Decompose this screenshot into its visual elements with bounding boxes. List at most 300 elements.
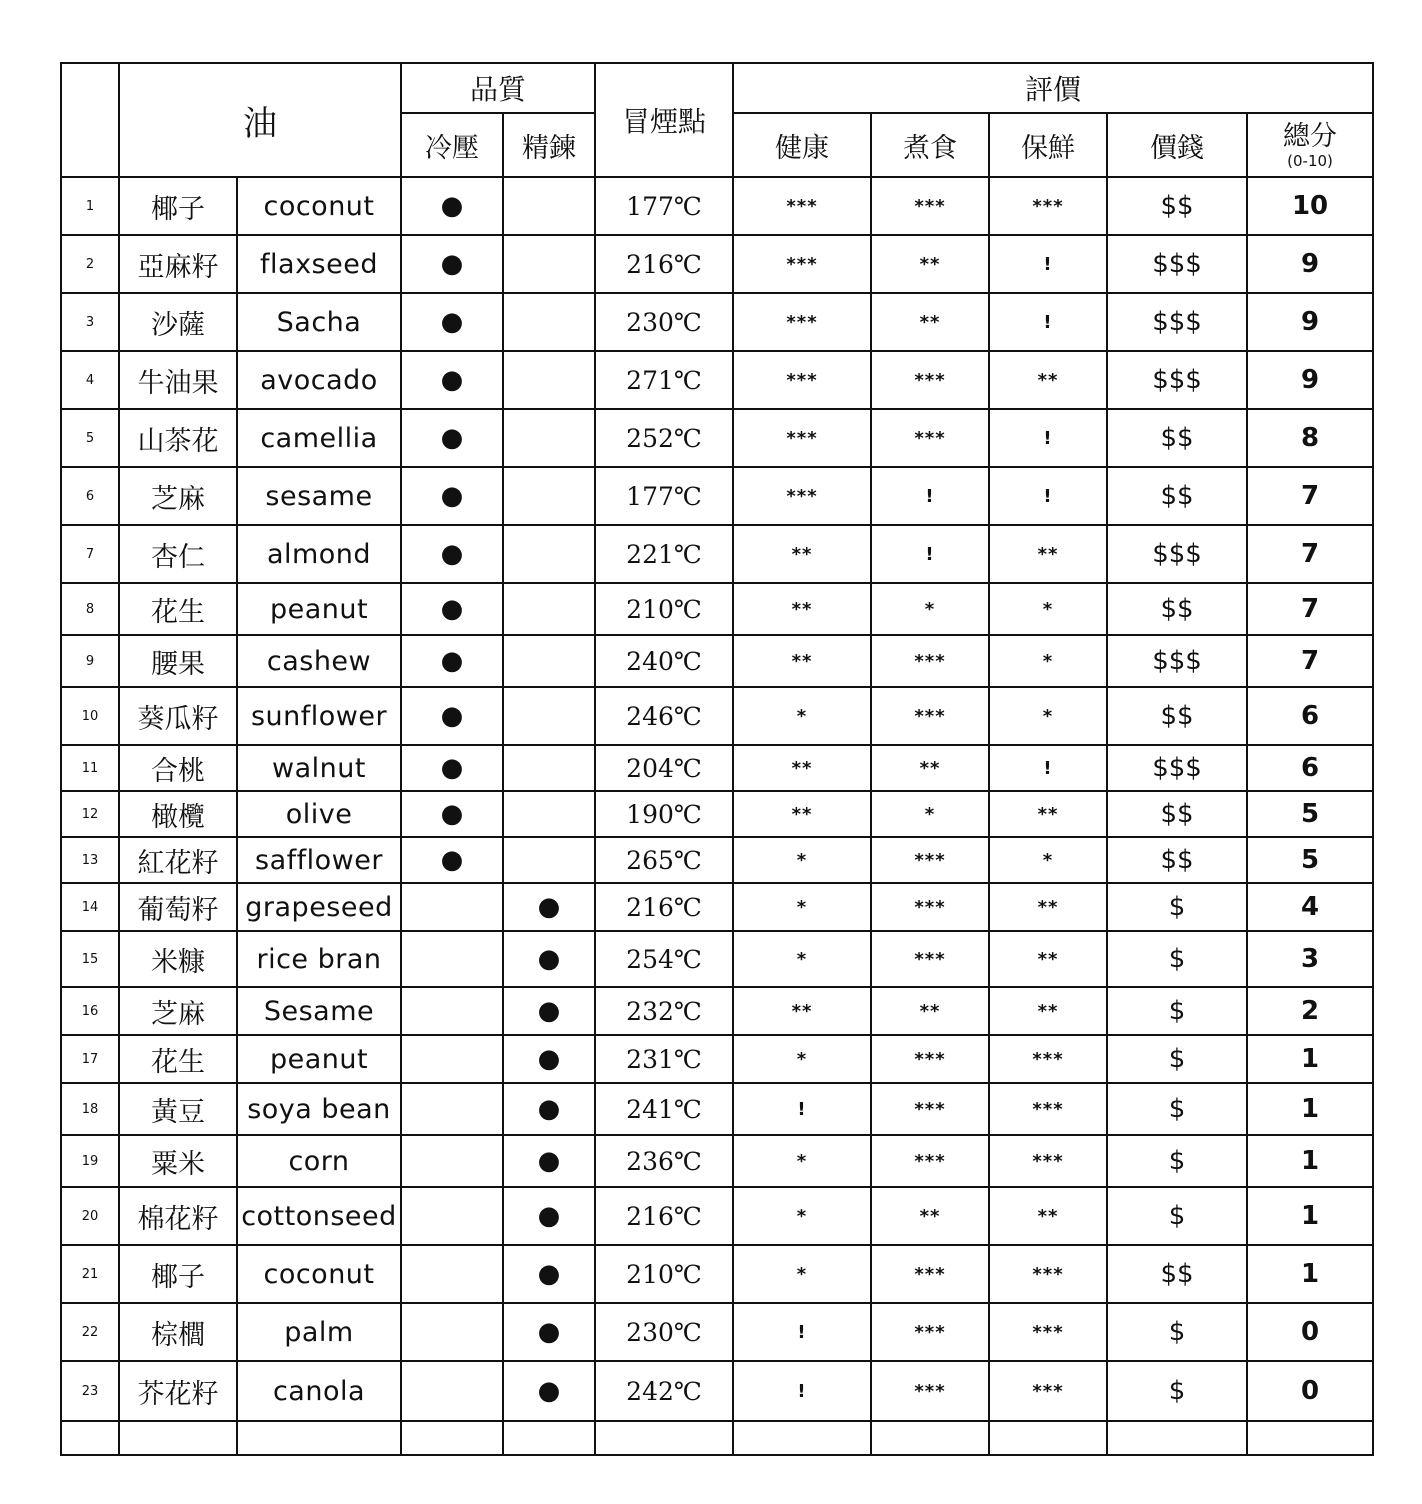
- oil-name-en: sunflower: [237, 687, 401, 745]
- cold-pressed-marker: [401, 1035, 503, 1083]
- table-header: [61, 63, 1373, 177]
- row-index: 15: [61, 931, 119, 987]
- smoke-point: 231℃: [595, 1035, 733, 1083]
- health-rating: **: [733, 525, 871, 583]
- header-cold-pressed: 冷壓: [401, 113, 503, 177]
- cooking-rating: ***: [871, 687, 989, 745]
- cold-pressed-marker: [401, 1187, 503, 1245]
- health-rating: *: [733, 931, 871, 987]
- cooking-rating: **: [871, 293, 989, 351]
- health-rating: *: [733, 837, 871, 883]
- smoke-point: 271℃: [595, 351, 733, 409]
- price-rating: $: [1107, 1135, 1247, 1187]
- price-rating: $: [1107, 1361, 1247, 1421]
- total-score: 1: [1247, 1245, 1373, 1303]
- health-rating: ***: [733, 293, 871, 351]
- oil-name-zh: 杏仁: [119, 525, 237, 583]
- oil-name-en: avocado: [237, 351, 401, 409]
- oil-name-zh: 棕櫚: [119, 1303, 237, 1361]
- price-rating: $: [1107, 1035, 1247, 1083]
- smoke-point: 236℃: [595, 1135, 733, 1187]
- table-row: [61, 467, 1373, 525]
- preservation-rating: !: [989, 467, 1107, 525]
- price-rating: $: [1107, 1083, 1247, 1135]
- health-rating: *: [733, 1035, 871, 1083]
- oil-name-zh: 葡萄籽: [119, 883, 237, 931]
- smoke-point: 230℃: [595, 293, 733, 351]
- smoke-point: 265℃: [595, 837, 733, 883]
- empty-cell: [871, 1421, 989, 1455]
- row-index: 17: [61, 1035, 119, 1083]
- row-index: 16: [61, 987, 119, 1035]
- health-rating: *: [733, 883, 871, 931]
- oil-name-en: palm: [237, 1303, 401, 1361]
- row-index: 9: [61, 635, 119, 687]
- smoke-point: 254℃: [595, 931, 733, 987]
- oil-name-en: safflower: [237, 837, 401, 883]
- empty-cell: [733, 1421, 871, 1455]
- cooking-rating: *: [871, 583, 989, 635]
- total-score: 7: [1247, 467, 1373, 525]
- smoke-point: 242℃: [595, 1361, 733, 1421]
- refined-marker: [503, 687, 595, 745]
- price-rating: $$: [1107, 177, 1247, 235]
- smoke-point: 246℃: [595, 687, 733, 745]
- preservation-rating: *: [989, 687, 1107, 745]
- health-rating: !: [733, 1303, 871, 1361]
- cooking-rating: ***: [871, 1035, 989, 1083]
- smoke-point: 221℃: [595, 525, 733, 583]
- refined-marker: ●: [503, 1303, 595, 1361]
- row-index: 19: [61, 1135, 119, 1187]
- price-rating: $$: [1107, 583, 1247, 635]
- price-rating: $$$: [1107, 525, 1247, 583]
- row-index: 18: [61, 1083, 119, 1135]
- cooking-rating: ***: [871, 1083, 989, 1135]
- smoke-point: 177℃: [595, 177, 733, 235]
- row-index: 21: [61, 1245, 119, 1303]
- price-rating: $$$: [1107, 745, 1247, 791]
- header-price: 價錢: [1107, 113, 1247, 177]
- oil-name-zh: 腰果: [119, 635, 237, 687]
- oil-name-zh: 花生: [119, 1035, 237, 1083]
- oil-name-en: sesame: [237, 467, 401, 525]
- row-index: 7: [61, 525, 119, 583]
- preservation-rating: **: [989, 791, 1107, 837]
- price-rating: $$: [1107, 791, 1247, 837]
- oil-name-zh: 葵瓜籽: [119, 687, 237, 745]
- preservation-rating: ***: [989, 1245, 1107, 1303]
- smoke-point: 216℃: [595, 1187, 733, 1245]
- refined-marker: ●: [503, 1361, 595, 1421]
- health-rating: **: [733, 583, 871, 635]
- refined-marker: ●: [503, 1245, 595, 1303]
- health-rating: ***: [733, 409, 871, 467]
- smoke-point: 204℃: [595, 745, 733, 791]
- empty-cell: [989, 1421, 1107, 1455]
- total-score: 9: [1247, 293, 1373, 351]
- row-index: 11: [61, 745, 119, 791]
- preservation-rating: ***: [989, 1361, 1107, 1421]
- total-score: 1: [1247, 1035, 1373, 1083]
- health-rating: **: [733, 745, 871, 791]
- oil-name-en: peanut: [237, 583, 401, 635]
- table-row: [61, 583, 1373, 635]
- smoke-point: 252℃: [595, 409, 733, 467]
- oil-name-en: flaxseed: [237, 235, 401, 293]
- table-row: [61, 1303, 1373, 1361]
- oil-name-en: olive: [237, 791, 401, 837]
- refined-marker: [503, 745, 595, 791]
- oil-name-en: walnut: [237, 745, 401, 791]
- total-score: 5: [1247, 791, 1373, 837]
- preservation-rating: !: [989, 745, 1107, 791]
- oil-name-en: peanut: [237, 1035, 401, 1083]
- refined-marker: [503, 837, 595, 883]
- header-total-score: [1247, 113, 1373, 177]
- cooking-rating: **: [871, 235, 989, 293]
- preservation-rating: *: [989, 635, 1107, 687]
- preservation-rating: ***: [989, 1303, 1107, 1361]
- table-row: [61, 987, 1373, 1035]
- smoke-point: 190℃: [595, 791, 733, 837]
- row-index: 2: [61, 235, 119, 293]
- price-rating: $$: [1107, 687, 1247, 745]
- cooking-rating: !: [871, 467, 989, 525]
- health-rating: *: [733, 1135, 871, 1187]
- cooking-rating: ***: [871, 883, 989, 931]
- header-quality: 品質: [401, 63, 595, 113]
- row-index: 1: [61, 177, 119, 235]
- oil-name-zh: 芥花籽: [119, 1361, 237, 1421]
- cooking-rating: *: [871, 791, 989, 837]
- cooking-rating: ***: [871, 351, 989, 409]
- oil-name-en: rice bran: [237, 931, 401, 987]
- row-index: 6: [61, 467, 119, 525]
- refined-marker: ●: [503, 1135, 595, 1187]
- price-rating: $$$: [1107, 293, 1247, 351]
- table-row: [61, 177, 1373, 235]
- health-rating: *: [733, 1187, 871, 1245]
- cooking-rating: ***: [871, 1135, 989, 1187]
- empty-cell: [61, 1421, 119, 1455]
- header-evaluation: 評價: [733, 63, 1373, 113]
- empty-cell: [1247, 1421, 1373, 1455]
- refined-marker: ●: [503, 1035, 595, 1083]
- table-row: [61, 791, 1373, 837]
- smoke-point: 230℃: [595, 1303, 733, 1361]
- table-row: [61, 1245, 1373, 1303]
- total-score: 4: [1247, 883, 1373, 931]
- oil-name-en: corn: [237, 1135, 401, 1187]
- health-rating: ***: [733, 235, 871, 293]
- cold-pressed-marker: [401, 883, 503, 931]
- cold-pressed-marker: ●: [401, 409, 503, 467]
- table-row: [61, 235, 1373, 293]
- cold-pressed-marker: ●: [401, 525, 503, 583]
- table-row: [61, 351, 1373, 409]
- cold-pressed-marker: ●: [401, 687, 503, 745]
- refined-marker: [503, 409, 595, 467]
- cold-pressed-marker: ●: [401, 837, 503, 883]
- oil-name-en: cashew: [237, 635, 401, 687]
- oil-name-en: coconut: [237, 177, 401, 235]
- price-rating: $$: [1107, 409, 1247, 467]
- price-rating: $$$: [1107, 351, 1247, 409]
- smoke-point: 216℃: [595, 883, 733, 931]
- total-score: 1: [1247, 1135, 1373, 1187]
- cold-pressed-marker: ●: [401, 635, 503, 687]
- oil-name-en: grapeseed: [237, 883, 401, 931]
- row-index: 10: [61, 687, 119, 745]
- table-body: [61, 177, 1373, 1455]
- total-score: 2: [1247, 987, 1373, 1035]
- refined-marker: ●: [503, 987, 595, 1035]
- empty-cell: [119, 1421, 237, 1455]
- total-score: 3: [1247, 931, 1373, 987]
- total-score: 9: [1247, 351, 1373, 409]
- oil-name-en: almond: [237, 525, 401, 583]
- refined-marker: [503, 525, 595, 583]
- refined-marker: [503, 177, 595, 235]
- row-index: 5: [61, 409, 119, 467]
- oil-table: [60, 62, 1374, 1456]
- empty-row: [61, 1421, 1373, 1455]
- preservation-rating: **: [989, 525, 1107, 583]
- oil-name-zh: 黃豆: [119, 1083, 237, 1135]
- header-smoke-point: 冒煙點: [595, 63, 733, 177]
- cooking-rating: **: [871, 745, 989, 791]
- header-preservation: 保鮮: [989, 113, 1107, 177]
- total-score: 8: [1247, 409, 1373, 467]
- oil-name-zh: 牛油果: [119, 351, 237, 409]
- refined-marker: [503, 293, 595, 351]
- refined-marker: [503, 635, 595, 687]
- health-rating: ***: [733, 177, 871, 235]
- header-health: 健康: [733, 113, 871, 177]
- row-index: 20: [61, 1187, 119, 1245]
- oil-comparison-sheet: [60, 62, 1372, 1456]
- preservation-rating: ***: [989, 1083, 1107, 1135]
- preservation-rating: ***: [989, 177, 1107, 235]
- empty-cell: [401, 1421, 503, 1455]
- preservation-rating: ***: [989, 1135, 1107, 1187]
- oil-name-en: canola: [237, 1361, 401, 1421]
- oil-name-en: Sacha: [237, 293, 401, 351]
- total-score: 0: [1247, 1361, 1373, 1421]
- table-row: [61, 525, 1373, 583]
- preservation-rating: **: [989, 351, 1107, 409]
- refined-marker: ●: [503, 1187, 595, 1245]
- table-row: [61, 883, 1373, 931]
- row-index: 14: [61, 883, 119, 931]
- cold-pressed-marker: [401, 931, 503, 987]
- cold-pressed-marker: ●: [401, 351, 503, 409]
- cold-pressed-marker: ●: [401, 791, 503, 837]
- cold-pressed-marker: ●: [401, 583, 503, 635]
- row-index: 8: [61, 583, 119, 635]
- cooking-rating: ***: [871, 1361, 989, 1421]
- oil-name-en: soya bean: [237, 1083, 401, 1135]
- price-rating: $: [1107, 1187, 1247, 1245]
- header-refined: 精鍊: [503, 113, 595, 177]
- refined-marker: [503, 467, 595, 525]
- total-score: 1: [1247, 1187, 1373, 1245]
- total-score: 7: [1247, 635, 1373, 687]
- health-rating: ***: [733, 467, 871, 525]
- smoke-point: 240℃: [595, 635, 733, 687]
- cooking-rating: ***: [871, 177, 989, 235]
- refined-marker: [503, 583, 595, 635]
- row-index: 22: [61, 1303, 119, 1361]
- smoke-point: 210℃: [595, 583, 733, 635]
- refined-marker: [503, 235, 595, 293]
- cold-pressed-marker: ●: [401, 745, 503, 791]
- preservation-rating: **: [989, 1187, 1107, 1245]
- total-score: 6: [1247, 745, 1373, 791]
- table-row: [61, 293, 1373, 351]
- oil-name-zh: 椰子: [119, 177, 237, 235]
- smoke-point: 241℃: [595, 1083, 733, 1135]
- table-row: [61, 837, 1373, 883]
- oil-name-zh: 粟米: [119, 1135, 237, 1187]
- health-rating: ***: [733, 351, 871, 409]
- price-rating: $$$: [1107, 635, 1247, 687]
- header-index-cell: [61, 63, 119, 177]
- total-score: 7: [1247, 525, 1373, 583]
- table-row: [61, 687, 1373, 745]
- price-rating: $$: [1107, 1245, 1247, 1303]
- oil-name-zh: 合桃: [119, 745, 237, 791]
- empty-cell: [1107, 1421, 1247, 1455]
- preservation-rating: **: [989, 883, 1107, 931]
- health-rating: *: [733, 687, 871, 745]
- row-index: 4: [61, 351, 119, 409]
- oil-name-en: coconut: [237, 1245, 401, 1303]
- oil-name-zh: 花生: [119, 583, 237, 635]
- total-score: 7: [1247, 583, 1373, 635]
- oil-name-en: Sesame: [237, 987, 401, 1035]
- table-row: [61, 931, 1373, 987]
- refined-marker: [503, 351, 595, 409]
- cooking-rating: ***: [871, 931, 989, 987]
- cooking-rating: ***: [871, 635, 989, 687]
- cooking-rating: **: [871, 1187, 989, 1245]
- table-row: [61, 1361, 1373, 1421]
- total-score: 5: [1247, 837, 1373, 883]
- oil-name-zh: 紅花籽: [119, 837, 237, 883]
- cold-pressed-marker: ●: [401, 235, 503, 293]
- preservation-rating: *: [989, 583, 1107, 635]
- header-total-score-label: 總分: [1283, 121, 1338, 152]
- preservation-rating: *: [989, 837, 1107, 883]
- price-rating: $$: [1107, 467, 1247, 525]
- oil-name-zh: 芝麻: [119, 987, 237, 1035]
- oil-name-zh: 米糠: [119, 931, 237, 987]
- oil-name-zh: 棉花籽: [119, 1187, 237, 1245]
- table-row: [61, 1187, 1373, 1245]
- total-score: 10: [1247, 177, 1373, 235]
- row-index: 13: [61, 837, 119, 883]
- header-cooking: 煮食: [871, 113, 989, 177]
- empty-cell: [595, 1421, 733, 1455]
- cooking-rating: !: [871, 525, 989, 583]
- smoke-point: 210℃: [595, 1245, 733, 1303]
- table-row: [61, 1035, 1373, 1083]
- row-index: 12: [61, 791, 119, 837]
- refined-marker: [503, 791, 595, 837]
- total-score: 1: [1247, 1083, 1373, 1135]
- refined-marker: ●: [503, 1083, 595, 1135]
- empty-cell: [237, 1421, 401, 1455]
- cold-pressed-marker: [401, 1245, 503, 1303]
- total-score: 9: [1247, 235, 1373, 293]
- preservation-rating: **: [989, 987, 1107, 1035]
- cold-pressed-marker: [401, 1303, 503, 1361]
- smoke-point: 177℃: [595, 467, 733, 525]
- cooking-rating: ***: [871, 409, 989, 467]
- preservation-rating: !: [989, 235, 1107, 293]
- cold-pressed-marker: [401, 1083, 503, 1135]
- table-row: [61, 1135, 1373, 1187]
- header-total-score-range: (0-10): [1287, 152, 1333, 170]
- health-rating: **: [733, 987, 871, 1035]
- cold-pressed-marker: ●: [401, 177, 503, 235]
- cold-pressed-marker: [401, 1361, 503, 1421]
- price-rating: $: [1107, 1303, 1247, 1361]
- row-index: 3: [61, 293, 119, 351]
- table-row: [61, 1083, 1373, 1135]
- cooking-rating: **: [871, 987, 989, 1035]
- price-rating: $$$: [1107, 235, 1247, 293]
- preservation-rating: !: [989, 409, 1107, 467]
- row-index: 23: [61, 1361, 119, 1421]
- health-rating: !: [733, 1083, 871, 1135]
- smoke-point: 232℃: [595, 987, 733, 1035]
- total-score: 0: [1247, 1303, 1373, 1361]
- oil-name-en: cottonseed: [237, 1187, 401, 1245]
- refined-marker: ●: [503, 883, 595, 931]
- price-rating: $$: [1107, 837, 1247, 883]
- oil-name-zh: 沙薩: [119, 293, 237, 351]
- oil-name-en: camellia: [237, 409, 401, 467]
- oil-name-zh: 山茶花: [119, 409, 237, 467]
- price-rating: $: [1107, 987, 1247, 1035]
- health-rating: **: [733, 635, 871, 687]
- cold-pressed-marker: [401, 1135, 503, 1187]
- oil-name-zh: 椰子: [119, 1245, 237, 1303]
- oil-name-zh: 橄欖: [119, 791, 237, 837]
- cooking-rating: ***: [871, 1245, 989, 1303]
- smoke-point: 216℃: [595, 235, 733, 293]
- table-row: [61, 745, 1373, 791]
- cold-pressed-marker: ●: [401, 293, 503, 351]
- health-rating: *: [733, 1245, 871, 1303]
- preservation-rating: !: [989, 293, 1107, 351]
- table-row: [61, 635, 1373, 687]
- oil-name-zh: 亞麻籽: [119, 235, 237, 293]
- preservation-rating: **: [989, 931, 1107, 987]
- oil-name-zh: 芝麻: [119, 467, 237, 525]
- preservation-rating: ***: [989, 1035, 1107, 1083]
- empty-cell: [503, 1421, 595, 1455]
- refined-marker: ●: [503, 931, 595, 987]
- health-rating: !: [733, 1361, 871, 1421]
- cooking-rating: ***: [871, 1303, 989, 1361]
- total-score: 6: [1247, 687, 1373, 745]
- health-rating: **: [733, 791, 871, 837]
- table-row: [61, 409, 1373, 467]
